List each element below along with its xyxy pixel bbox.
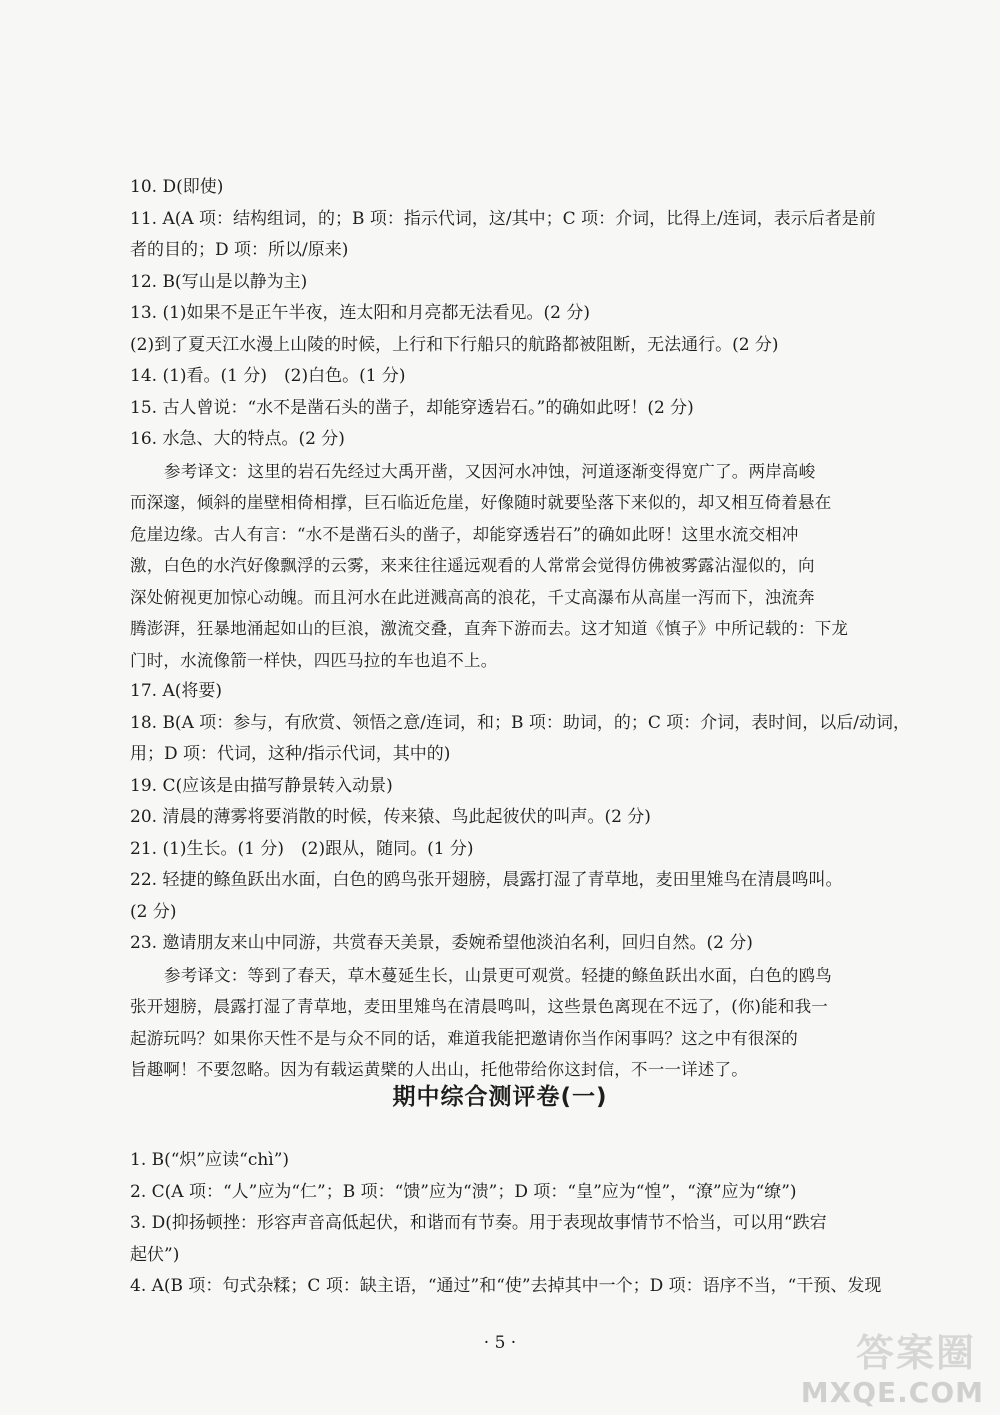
translation-line: 门时，水流像箭一样快，四匹马拉的车也追不上。 [130,650,498,670]
answer-line: 起伏”) [130,1244,180,1265]
answer-line: 13. (1)如果不是正午半夜，连太阳和月亮都无法看见。(2 分) [130,303,591,323]
watermark-logo: 答案圈 [855,1331,976,1375]
answer-line: 11. A(A 项：结构组词，的；B 项：指示代词，这/其中；C 项：介词，比得上/连词，表示后者是前 [130,208,876,229]
answer-block-2 [130,1145,890,1303]
translation-line: 而深邃，倾斜的崖壁相倚相撑，巨石临近危崖，好像随时就要坠落下来似的，却又相互倚着悬在 [130,493,832,512]
translation-line: 参考译文：等到了春天，草木蔓延生长，山景更可观赏。轻捷的鲦鱼跃出水面，白色的鸥鸟 [164,965,832,985]
answer-block-1 [130,172,911,1086]
translation-line: 张开翅膀，晨露打湿了青草地，麦田里雉鸟在清晨鸣叫，这些景色离现在不远了，(你)能和我一 [130,997,828,1016]
answer-line: 3. D(抑扬顿挫：形容声音高低起伏，和谐而有节奏。用于表现故事情节不恰当，可以用“跌宕 [130,1213,827,1233]
answer-line: 用；D 项：代词，这种/指示代词，其中的) [130,744,451,764]
translation-line: 深处俯视更加惊心动魄。而且河水在此迸溅高高的浪花，千丈高瀑布从高崖一泻而下，浊流奔 [130,587,815,607]
answer-line: 15. 古人曾说：“水不是凿石头的凿子，却能穿透岩石。”的确如此呀！(2 分) [130,397,694,418]
translation-line: 激，白色的水汽好像飘浮的云雾，来来往往遥远观看的人常常会觉得仿佛被雾露沾湿似的，向 [130,556,815,575]
translation-line: 参考译文：这里的岩石先经过大禹开凿，又因河水冲蚀，河道逐渐变得宽广了。两岸高峻 [164,461,816,481]
answer-line: 22. 轻捷的鲦鱼跃出水面，白色的鸥鸟张开翅膀，晨露打湿了青草地，麦田里雉鸟在清晨鸣叫。 [130,870,843,890]
answer-line: 19. C(应该是由描写静景转入动景) [130,775,393,796]
translation-paragraph-1 [130,456,890,677]
answer-line: (2)到了夏天江水漫上山陵的时候，上行和下行船只的航路都被阻断，无法通行。(2 分) [130,334,779,355]
answer-line: 10. D(即使) [130,177,224,197]
translation-line: 起游玩吗？如果你天性不是与众不同的话，难道我能把邀请你当作闲事吗？这之中有很深的 [130,1028,798,1048]
answer-line: 1. B(“炽”应读“chì”) [130,1150,290,1170]
answer-line: 者的目的；D 项：所以/原来) [130,240,349,260]
answer-line: 4. A(B 项：句式杂糅；C 项：缺主语，“通过”和“使”去掉其中一个；D 项：语序不当，“干预、发现 [130,1276,882,1296]
translation-line: 危崖边缘。古人有言：“水不是凿石头的凿子，却能穿透岩石”的确如此呀！这里水流交相冲 [130,524,799,544]
answer-line: 23. 邀请朋友来山中同游，共赏春天美景，委婉希望他淡泊名利，回归自然。(2 分) [130,933,753,953]
answer-line: 17. A(将要) [130,681,222,701]
page-number: · 5 · [483,1333,517,1353]
answer-line: 12. B(写山是以静为主) [130,271,308,292]
answer-line: 2. C(A 项：“人”应为“仁”；B 项：“馈”应为“溃”；D 项：“皇”应为“惶”，“潦”应为“缭”) [130,1181,797,1202]
watermark [800,1321,994,1411]
watermark-site: MXQE.COM [800,1376,984,1409]
answer-line: 14. (1)看。(1 分) (2)白色。(1 分) [130,366,406,386]
answer-line: (2 分) [130,901,177,922]
section-title: 期中综合测评卷(一) [392,1084,608,1110]
answer-line: 20. 清晨的薄雾将要消散的时候，传来猿、鸟此起彼伏的叫声。(2 分) [130,807,651,827]
translation-line: 腾澎湃，狂暴地涌起如山的巨浪，激流交叠，直奔下游而去。这才知道《慎子》中所记载的：下龙 [130,619,849,638]
answer-line: 16. 水急、大的特点。(2 分) [130,429,345,449]
translation-paragraph-2 [130,960,890,1086]
answer-line: 18. B(A 项：参与，有欣赏、领悟之意/连词，和；B 项：助词，的；C 项：介词，表时间，以后/动词， [130,712,911,733]
answer-line: 21. (1)生长。(1 分) (2)跟从，随同。(1 分) [130,838,474,859]
translation-line: 旨趣啊！不要忽略。因为有载运黄檗的人出山，托他带给你这封信，不一一详述了。 [130,1060,748,1079]
